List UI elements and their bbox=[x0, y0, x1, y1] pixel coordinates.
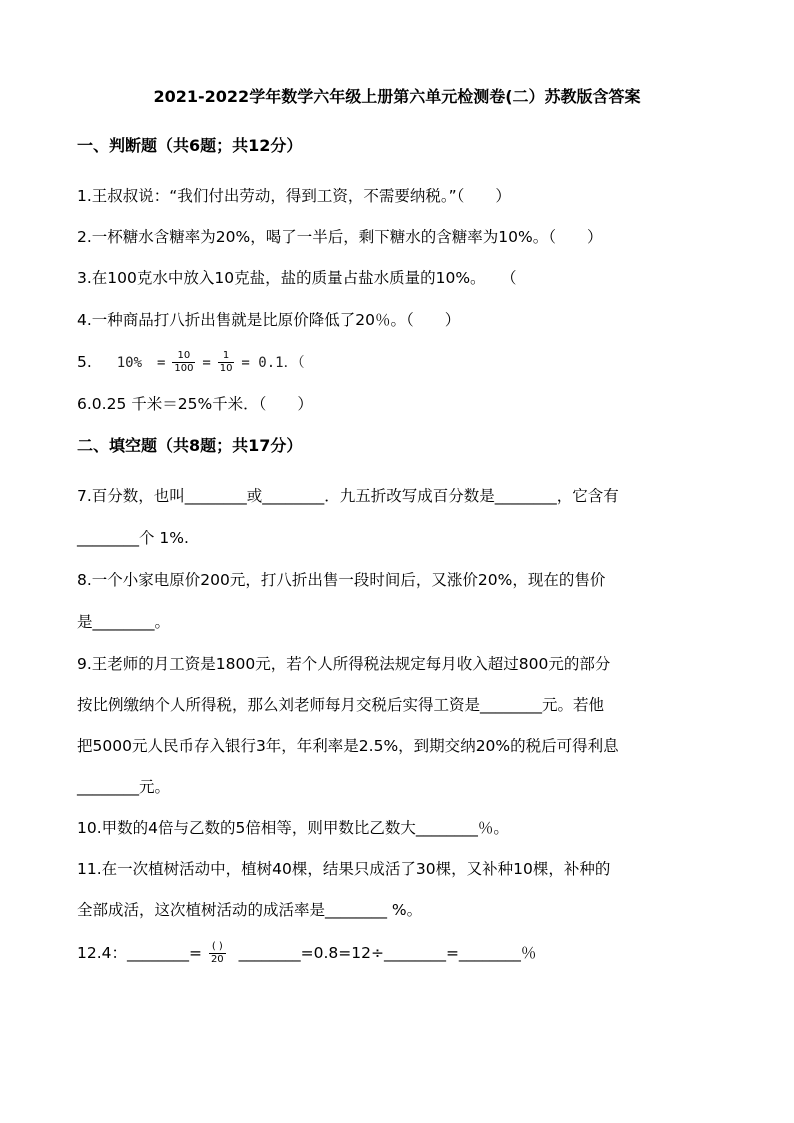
question-5 bbox=[77, 350, 305, 375]
question-4: 4.一种商品打八折出售就是比原价降低了20％。（ ） bbox=[77, 311, 461, 329]
question-12 bbox=[77, 941, 536, 966]
question-5-fraction-2 bbox=[218, 350, 235, 375]
question-5-tail: = 0.1．（ bbox=[241, 355, 305, 371]
question-3: 3.在100克水中放入10克盐，盐的质量占盐水质量的10%。 （ bbox=[77, 269, 517, 287]
question-9-line-1: 9.王老师的月工资是1800元，若个人所得税法规定每月收入超过800元的部分 bbox=[77, 655, 611, 673]
fraction-1-numerator: 10 bbox=[172, 350, 195, 363]
question-5-equals-1: = bbox=[156, 355, 166, 371]
question-9-line-2: 按比例缴纳个人所得税，那么刘老师每月交税后实得工资是________元。若他 bbox=[77, 696, 605, 714]
fraction-2-numerator: 1 bbox=[218, 350, 235, 363]
fraction-2-denominator: 10 bbox=[219, 363, 233, 374]
question-11-line-2: 全部成活，这次植树活动的成活率是________ %。 bbox=[77, 901, 423, 919]
question-12-prefix: 12.4：________= bbox=[77, 944, 202, 962]
question-11-line-1: 11.在一次植树活动中，植树40棵，结果只成活了30棵，又补种10棵，补种的 bbox=[77, 860, 611, 878]
question-12-fraction-numerator: ( ) bbox=[209, 941, 226, 954]
question-12-suffix: ________=0.8=12÷________=________％ bbox=[238, 944, 537, 962]
question-2: 2.一杯糖水含糖率为20%，喝了一半后，剩下糖水的含糖率为10%。（ ） bbox=[77, 228, 603, 246]
section-2-heading: 二、填空题（共8题；共17分） bbox=[77, 436, 303, 455]
document-title: 2021-2022学年数学六年级上册第六单元检测卷(二）苏教版含答案 bbox=[153, 87, 641, 106]
question-10: 10.甲数的4倍与乙数的5倍相等，则甲数比乙数大________％。 bbox=[77, 819, 509, 837]
question-7-line-2: ________个 1%. bbox=[77, 529, 189, 547]
question-5-percent: 10% bbox=[116, 355, 143, 371]
question-9-line-4: ________元。 bbox=[77, 778, 171, 796]
question-8-line-2: 是________。 bbox=[77, 613, 171, 631]
fraction-1-denominator: 100 bbox=[174, 363, 194, 374]
question-5-number: 5. bbox=[77, 353, 92, 371]
question-6: 6.0.25 千米＝25%千米．（ ） bbox=[77, 395, 313, 413]
question-7-line-1: 7.百分数，也叫________或________．九五折改写成百分数是________，它含有 bbox=[77, 487, 619, 505]
question-5-fraction-1 bbox=[172, 350, 195, 375]
question-5-equals-2: = bbox=[202, 355, 211, 371]
question-1: 1.王叔叔说：“我们付出劳动，得到工资，不需要纳税。”（ ） bbox=[77, 187, 511, 205]
question-12-fraction-denominator: 20 bbox=[210, 954, 224, 965]
question-8-line-1: 8.一个小家电原价200元，打八折出售一段时间后，又涨价20%，现在的售价 bbox=[77, 571, 606, 589]
question-12-fraction bbox=[209, 941, 226, 966]
question-9-line-3: 把5000元人民币存入银行3年，年利率是2.5%，到期交纳20%的税后可得利息 bbox=[77, 737, 619, 755]
section-1-heading: 一、判断题（共6题；共12分） bbox=[77, 136, 303, 155]
